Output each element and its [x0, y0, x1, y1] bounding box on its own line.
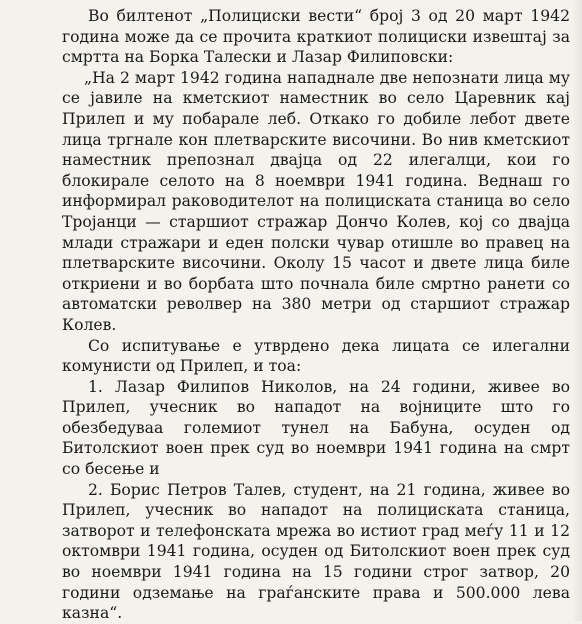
police-report-paragraph: „На 2 март 1942 година нападнале две непознати лица му се јавиле на кметскиот наместник во село Царевник кај Прилеп и му побарале леб. Откако го добиле лебот двете лица тргнале кон плетварските височини. Во нив кметскиот наместник препознал двајца од 22 илегалци, кои го блокирале селото на 8 ноември 1941 година. Веднаш го информирал раководителот на полициската станица во село Тројанци — старшиот стражар Дончо Колев, кој со двајца млади стражари и еден полски чувар отишле во правец на плетварските височини. Околу 15 часот и двете лица биле откриени и во борбата што почнала биле смртно ранети со автоматски револвер на 380 метри од старшиот стражар Колев.: [62, 68, 570, 334]
list-item-second: 2. Борис Петров Талев, студент, на 21 година, живее во Прилеп, учесник во нападот на полициската станица, затворот и телефонската мрежа во истиот град меѓу 11 и 12 октомври 1941 година, осуден од Битолскиот воен прек суд во ноември 1941 година на 15 години строг затвор, 20 години одземање на граѓанските права и 500.000 лева казна“.: [62, 480, 570, 623]
investigation-paragraph: Со испитување е утврдено дека лицата се илегални комунисти од Прилеп, и тоа:: [62, 336, 570, 376]
intro-paragraph: Во билтенот „Полициски вести“ број 3 од 20 март 1942 година може да се прочита краткиот полициски извештај за смртта на Борка Талески и Лазар Филиповски:: [62, 7, 570, 67]
page-edge-shadow: [572, 0, 582, 621]
list-item-first: 1. Лазар Филипов Николов, на 24 години, живее во Прилеп, учесник во нападот на војниците што го обезбедуваа големиот тунел на Бабуна, осуден од Битолскиот воен прек суд во ноември 1941 година на смрт со бесење и: [62, 377, 570, 479]
